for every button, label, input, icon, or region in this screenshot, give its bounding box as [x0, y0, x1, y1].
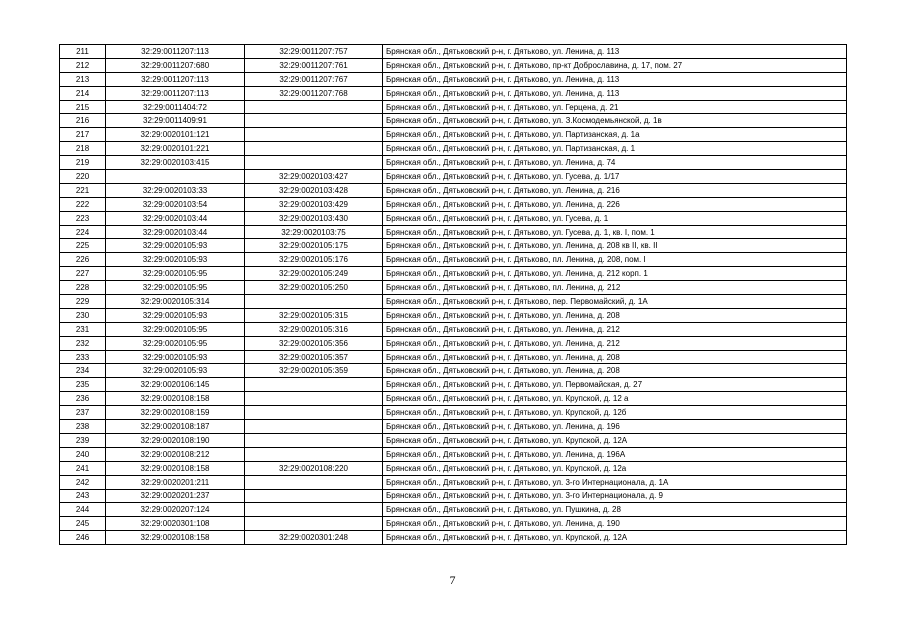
row-number-cell: 217: [60, 128, 106, 142]
land-cadastral-number-cell: 32:29:0020201:237: [106, 489, 245, 503]
address-cell: Брянская обл., Дятьковский р-н, г. Дятьково, ул. Ленина, д. 208: [383, 308, 847, 322]
row-number-cell: 221: [60, 183, 106, 197]
land-cadastral-number-cell: 32:29:0020105:93: [106, 350, 245, 364]
object-cadastral-number-cell: [245, 447, 383, 461]
address-cell: Брянская обл., Дятьковский р-н, г. Дятьково, пл. Ленина, д. 212: [383, 281, 847, 295]
object-cadastral-number-cell: [245, 406, 383, 420]
object-cadastral-number-cell: 32:29:0020103:429: [245, 197, 383, 211]
table-row: [60, 420, 847, 434]
address-cell: Брянская обл., Дятьковский р-н, г. Дятьково, ул. Крупской, д. 12а: [383, 461, 847, 475]
object-cadastral-number-cell: 32:29:0011207:767: [245, 72, 383, 86]
object-cadastral-number-cell: [245, 100, 383, 114]
row-number-cell: 220: [60, 170, 106, 184]
land-cadastral-number-cell: 32:29:0011207:680: [106, 58, 245, 72]
row-number-cell: 231: [60, 322, 106, 336]
row-number-cell: 226: [60, 253, 106, 267]
table-row: [60, 211, 847, 225]
address-cell: Брянская обл., Дятьковский р-н, г. Дятьково, ул. Крупской, д. 12б: [383, 406, 847, 420]
address-cell: Брянская обл., Дятьковский р-н, г. Дятьково, ул. Ленина, д. 196: [383, 420, 847, 434]
address-cell: Брянская обл., Дятьковский р-н, г. Дятьково, ул. Ленина, д. 190: [383, 517, 847, 531]
object-cadastral-number-cell: 32:29:0020103:430: [245, 211, 383, 225]
object-cadastral-number-cell: 32:29:0020108:220: [245, 461, 383, 475]
table-row: [60, 350, 847, 364]
object-cadastral-number-cell: 32:29:0011207:761: [245, 58, 383, 72]
address-cell: Брянская обл., Дятьковский р-н, г. Дятьково, пл. Ленина, д. 208, пом. I: [383, 253, 847, 267]
page-number: 7: [449, 573, 456, 587]
land-cadastral-number-cell: 32:29:0020103:415: [106, 156, 245, 170]
object-cadastral-number-cell: 32:29:0020105:356: [245, 336, 383, 350]
row-number-cell: 241: [60, 461, 106, 475]
land-cadastral-number-cell: 32:29:0020105:93: [106, 364, 245, 378]
land-cadastral-number-cell: 32:29:0020106:145: [106, 378, 245, 392]
table-row: [60, 475, 847, 489]
table-row: [60, 308, 847, 322]
address-cell: Брянская обл., Дятьковский р-н, г. Дятьково, ул. Ленина, д. 74: [383, 156, 847, 170]
address-cell: Брянская обл., Дятьковский р-н, г. Дятьково, ул. Ленина, д. 212: [383, 322, 847, 336]
table-row: [60, 253, 847, 267]
row-number-cell: 223: [60, 211, 106, 225]
registry-table-body: [60, 45, 847, 545]
address-cell: Брянская обл., Дятьковский р-н, г. Дятьково, ул. Ленина, д. 226: [383, 197, 847, 211]
object-cadastral-number-cell: 32:29:0020105:359: [245, 364, 383, 378]
row-number-cell: 213: [60, 72, 106, 86]
land-cadastral-number-cell: 32:29:0020108:158: [106, 392, 245, 406]
object-cadastral-number-cell: 32:29:0020105:357: [245, 350, 383, 364]
land-cadastral-number-cell: 32:29:0020103:44: [106, 225, 245, 239]
object-cadastral-number-cell: 32:29:0020105:176: [245, 253, 383, 267]
table-row: [60, 503, 847, 517]
row-number-cell: 229: [60, 295, 106, 309]
address-cell: Брянская обл., Дятьковский р-н, г. Дятьково, ул. Ленина, д. 113: [383, 86, 847, 100]
object-cadastral-number-cell: [245, 142, 383, 156]
address-cell: Брянская обл., Дятьковский р-н, г. Дятьково, ул. Ленина, д. 212 корп. 1: [383, 267, 847, 281]
land-cadastral-number-cell: 32:29:0020101:121: [106, 128, 245, 142]
address-cell: Брянская обл., Дятьковский р-н, г. Дятьково, ул. Ленина, д. 208: [383, 364, 847, 378]
row-number-cell: 246: [60, 531, 106, 545]
address-cell: Брянская обл., Дятьковский р-н, г. Дятьково, ул. Ленина, д. 212: [383, 336, 847, 350]
table-row: [60, 86, 847, 100]
row-number-cell: 232: [60, 336, 106, 350]
row-number-cell: 239: [60, 433, 106, 447]
object-cadastral-number-cell: [245, 378, 383, 392]
land-cadastral-number-cell: 32:29:0020108:190: [106, 433, 245, 447]
address-cell: Брянская обл., Дятьковский р-н, г. Дятьково, ул. Гусева, д. 1: [383, 211, 847, 225]
land-cadastral-number-cell: 32:29:0011404:72: [106, 100, 245, 114]
row-number-cell: 233: [60, 350, 106, 364]
address-cell: Брянская обл., Дятьковский р-н, г. Дятьково, пр-кт Доброславина, д. 17, пом. 27: [383, 58, 847, 72]
table-row: [60, 197, 847, 211]
table-row: [60, 72, 847, 86]
row-number-cell: 230: [60, 308, 106, 322]
land-cadastral-number-cell: 32:29:0020105:95: [106, 281, 245, 295]
row-number-cell: 222: [60, 197, 106, 211]
table-row: [60, 392, 847, 406]
land-cadastral-number-cell: 32:29:0020105:93: [106, 308, 245, 322]
table-row: [60, 170, 847, 184]
object-cadastral-number-cell: [245, 392, 383, 406]
land-cadastral-number-cell: 32:29:0020105:95: [106, 322, 245, 336]
row-number-cell: 240: [60, 447, 106, 461]
object-cadastral-number-cell: 32:29:0020103:75: [245, 225, 383, 239]
row-number-cell: 211: [60, 45, 106, 59]
table-row: [60, 295, 847, 309]
table-row: [60, 517, 847, 531]
table-row: [60, 100, 847, 114]
address-cell: Брянская обл., Дятьковский р-н, г. Дятьково, ул. Пушкина, д. 28: [383, 503, 847, 517]
land-cadastral-number-cell: 32:29:0011207:113: [106, 86, 245, 100]
object-cadastral-number-cell: [245, 295, 383, 309]
land-cadastral-number-cell: 32:29:0020108:187: [106, 420, 245, 434]
object-cadastral-number-cell: [245, 503, 383, 517]
row-number-cell: 236: [60, 392, 106, 406]
land-cadastral-number-cell: 32:29:0011207:113: [106, 45, 245, 59]
row-number-cell: 245: [60, 517, 106, 531]
address-cell: Брянская обл., Дятьковский р-н, г. Дятьково, ул. Первомайская, д. 27: [383, 378, 847, 392]
row-number-cell: 224: [60, 225, 106, 239]
row-number-cell: 237: [60, 406, 106, 420]
table-row: [60, 447, 847, 461]
object-cadastral-number-cell: 32:29:0011207:768: [245, 86, 383, 100]
object-cadastral-number-cell: [245, 517, 383, 531]
land-cadastral-number-cell: 32:29:0020105:93: [106, 239, 245, 253]
land-cadastral-number-cell: 32:29:0020105:314: [106, 295, 245, 309]
object-cadastral-number-cell: [245, 420, 383, 434]
row-number-cell: 219: [60, 156, 106, 170]
address-cell: Брянская обл., Дятьковский р-н, г. Дятьково, ул. Гусева, д. 1/17: [383, 170, 847, 184]
table-row: [60, 461, 847, 475]
table-row: [60, 225, 847, 239]
address-cell: Брянская обл., Дятьковский р-н, г. Дятьково, ул. Партизанская, д. 1: [383, 142, 847, 156]
row-number-cell: 238: [60, 420, 106, 434]
row-number-cell: 243: [60, 489, 106, 503]
table-row: [60, 239, 847, 253]
row-number-cell: 228: [60, 281, 106, 295]
row-number-cell: 218: [60, 142, 106, 156]
table-row: [60, 45, 847, 59]
land-cadastral-number-cell: 32:29:0020103:44: [106, 211, 245, 225]
address-cell: Брянская обл., Дятьковский р-н, г. Дятьково, ул. Ленина, д. 216: [383, 183, 847, 197]
address-cell: Брянская обл., Дятьковский р-н, г. Дятьково, ул. Ленина, д. 208: [383, 350, 847, 364]
table-row: [60, 128, 847, 142]
object-cadastral-number-cell: 32:29:0020105:250: [245, 281, 383, 295]
address-cell: Брянская обл., Дятьковский р-н, г. Дятьково, ул. 3-го Интернационала, д. 1А: [383, 475, 847, 489]
land-cadastral-number-cell: 32:29:0011207:113: [106, 72, 245, 86]
table-row: [60, 378, 847, 392]
table-row: [60, 489, 847, 503]
object-cadastral-number-cell: 32:29:0020103:428: [245, 183, 383, 197]
table-row: [60, 156, 847, 170]
land-cadastral-number-cell: 32:29:0020108:158: [106, 461, 245, 475]
land-cadastral-number-cell: [106, 170, 245, 184]
cadastral-registry-table: [59, 44, 847, 545]
table-row: [60, 58, 847, 72]
table-row: [60, 183, 847, 197]
land-cadastral-number-cell: 32:29:0020105:95: [106, 267, 245, 281]
object-cadastral-number-cell: 32:29:0020105:175: [245, 239, 383, 253]
land-cadastral-number-cell: 32:29:0020108:158: [106, 531, 245, 545]
land-cadastral-number-cell: 32:29:0020103:54: [106, 197, 245, 211]
table-row: [60, 433, 847, 447]
object-cadastral-number-cell: 32:29:0020103:427: [245, 170, 383, 184]
row-number-cell: 214: [60, 86, 106, 100]
address-cell: Брянская обл., Дятьковский р-н, г. Дятьково, ул. Крупской, д. 12А: [383, 433, 847, 447]
address-cell: Брянская обл., Дятьковский р-н, г. Дятьково, ул. Ленина, д. 113: [383, 72, 847, 86]
address-cell: Брянская обл., Дятьковский р-н, г. Дятьково, пер. Первомайский, д. 1А: [383, 295, 847, 309]
table-row: [60, 322, 847, 336]
row-number-cell: 212: [60, 58, 106, 72]
table-row: [60, 267, 847, 281]
object-cadastral-number-cell: 32:29:0020105:316: [245, 322, 383, 336]
row-number-cell: 216: [60, 114, 106, 128]
object-cadastral-number-cell: 32:29:0020105:315: [245, 308, 383, 322]
land-cadastral-number-cell: 32:29:0020101:221: [106, 142, 245, 156]
object-cadastral-number-cell: [245, 156, 383, 170]
land-cadastral-number-cell: 32:29:0020103:33: [106, 183, 245, 197]
address-cell: Брянская обл., Дятьковский р-н, г. Дятьково, ул. Ленина, д. 208 кв II, кв. II: [383, 239, 847, 253]
object-cadastral-number-cell: 32:29:0020301:248: [245, 531, 383, 545]
object-cadastral-number-cell: [245, 433, 383, 447]
table-row: [60, 281, 847, 295]
row-number-cell: 215: [60, 100, 106, 114]
land-cadastral-number-cell: 32:29:0020105:93: [106, 253, 245, 267]
row-number-cell: 234: [60, 364, 106, 378]
address-cell: Брянская обл., Дятьковский р-н, г. Дятьково, ул. Крупской, д. 12 а: [383, 392, 847, 406]
address-cell: Брянская обл., Дятьковский р-н, г. Дятьково, ул. З.Космодемьянской, д. 1в: [383, 114, 847, 128]
object-cadastral-number-cell: [245, 489, 383, 503]
land-cadastral-number-cell: 32:29:0020108:159: [106, 406, 245, 420]
address-cell: Брянская обл., Дятьковский р-н, г. Дятьково, ул. Ленина, д. 196А: [383, 447, 847, 461]
row-number-cell: 225: [60, 239, 106, 253]
object-cadastral-number-cell: 32:29:0020105:249: [245, 267, 383, 281]
table-row: [60, 336, 847, 350]
object-cadastral-number-cell: 32:29:0011207:757: [245, 45, 383, 59]
row-number-cell: 244: [60, 503, 106, 517]
table-row: [60, 114, 847, 128]
land-cadastral-number-cell: 32:29:0020105:95: [106, 336, 245, 350]
table-row: [60, 364, 847, 378]
table-row: [60, 142, 847, 156]
row-number-cell: 242: [60, 475, 106, 489]
table-row: [60, 531, 847, 545]
land-cadastral-number-cell: 32:29:0020201:211: [106, 475, 245, 489]
object-cadastral-number-cell: [245, 128, 383, 142]
land-cadastral-number-cell: 32:29:0020207:124: [106, 503, 245, 517]
object-cadastral-number-cell: [245, 114, 383, 128]
row-number-cell: 235: [60, 378, 106, 392]
address-cell: Брянская обл., Дятьковский р-н, г. Дятьково, ул. Партизанская, д. 1а: [383, 128, 847, 142]
address-cell: Брянская обл., Дятьковский р-н, г. Дятьково, ул. 3-го Интернационала, д. 9: [383, 489, 847, 503]
address-cell: Брянская обл., Дятьковский р-н, г. Дятьково, ул. Ленина, д. 113: [383, 45, 847, 59]
object-cadastral-number-cell: [245, 475, 383, 489]
land-cadastral-number-cell: 32:29:0020108:212: [106, 447, 245, 461]
address-cell: Брянская обл., Дятьковский р-н, г. Дятьково, ул. Крупской, д. 12А: [383, 531, 847, 545]
land-cadastral-number-cell: 32:29:0011409:91: [106, 114, 245, 128]
row-number-cell: 227: [60, 267, 106, 281]
address-cell: Брянская обл., Дятьковский р-н, г. Дятьково, ул. Гусева, д. 1, кв. I, пом. 1: [383, 225, 847, 239]
address-cell: Брянская обл., Дятьковский р-н, г. Дятьково, ул. Герцена, д. 21: [383, 100, 847, 114]
land-cadastral-number-cell: 32:29:0020301:108: [106, 517, 245, 531]
table-row: [60, 406, 847, 420]
